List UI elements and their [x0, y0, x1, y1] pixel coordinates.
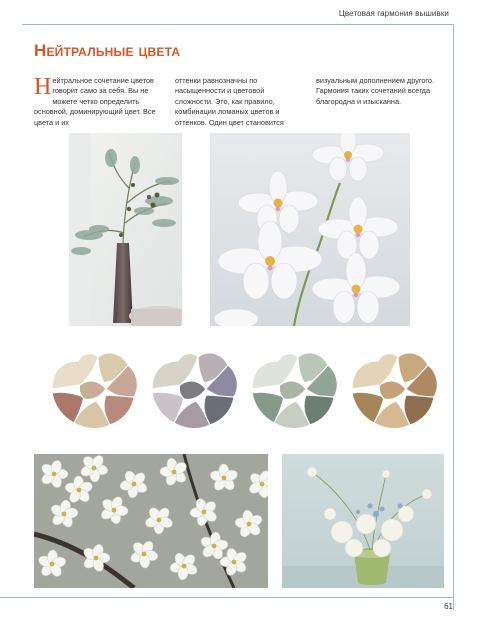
page-number: 61: [444, 602, 453, 611]
palette-swatch: [79, 381, 106, 400]
text-column-1: [34, 76, 162, 128]
header-rule: [22, 24, 454, 25]
cherry-blossom-photo: [34, 454, 268, 588]
vase-branch-photo: [69, 133, 182, 326]
page-frame-right: [453, 25, 454, 610]
section-title: Нейтральные цвета: [34, 41, 181, 60]
column-1-text: ейтральное сочетание цветов говорит само за себя. Вы не можете четко определить основной, доминирующий цвет. Все цвета и их: [34, 76, 156, 127]
palette-4: [352, 353, 437, 429]
palette-swatch: [279, 381, 306, 400]
orchid-photo: [210, 133, 410, 326]
palette-1: [52, 353, 137, 429]
color-palettes: [42, 337, 442, 437]
palette-2: [152, 353, 237, 429]
roses-vase-photo: [282, 454, 444, 588]
palette-swatch: [179, 381, 206, 400]
palette-3: [252, 353, 337, 429]
running-header: Цветовая гармония вышивки: [338, 9, 449, 18]
page-frame-bottom: [0, 597, 454, 598]
drop-cap: Н: [34, 74, 52, 100]
text-column-3: визуальным дополнением другого. Гармония таких сочетаний всегда благородна и изысканна.: [316, 76, 434, 106]
palette-swatch: [379, 381, 406, 400]
text-column-2: оттенки равнозначны по насыщенности и цветовой сложности. Это, как правило, комбинации ломаных цветов и оттенков. Один цвет становится: [175, 76, 284, 127]
